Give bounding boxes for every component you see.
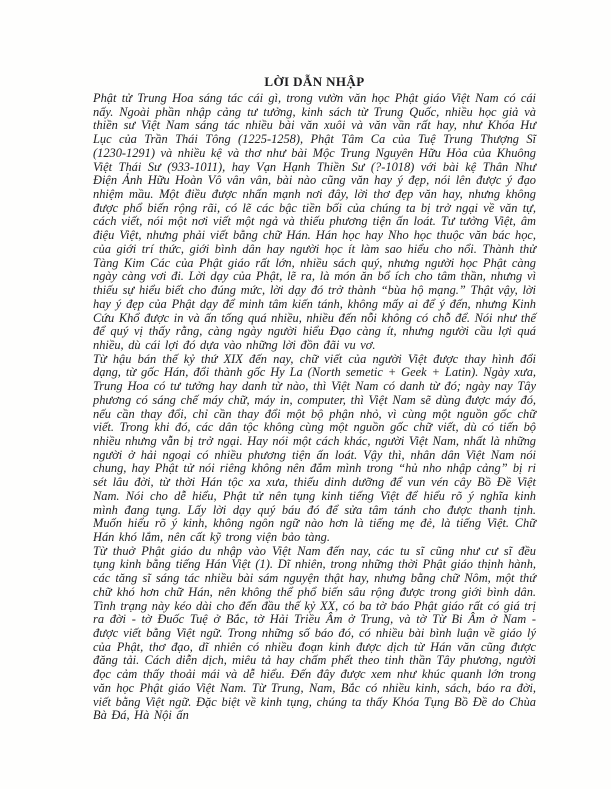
text-column [93, 74, 536, 723]
paragraph-3: Từ thuở Phật giáo du nhập vào Việt Nam đến nay, các tu sĩ cũng như cư sĩ đều tụng kinh bằng tiếng Hán Việt (1). Dĩ nhiên, trong những thời Phật giáo thịnh hành, các tăng sĩ sáng tác nhiều bài sám nguyện thật hay, nhưng bằng chữ Nôm, một thứ chữ khó hơn chữ Hán, nên không thể phổ biến sâu rộng được trong giới bình dân. Tình trạng này kéo dài cho đến đầu thế kỷ XX, có ba tờ báo Phật giáo rất có giá trị ra đời - tờ Đuốc Tuệ ở Bắc, tờ Hải Triều Âm ở Trung, và tờ Từ Bi Âm ở Nam - được viết bằng Việt ngữ. Trong những số báo đó, có nhiều bài bình luận về giáo lý của Phật, thơ đạo, dĩ nhiên có nhiều đoạn kinh được dịch từ Hán văn cũng được đăng tải. Cách diễn dịch, miêu tả hay chấm phết theo tinh thần Tây phương, người đọc cảm thấy thoải mái và dễ hiểu. Đến đây được xem như khúc quanh lớn trong văn học Phật giáo Việt Nam. Từ Trung, Nam, Bắc có nhiều kinh, sách, báo ra đời, viết bằng Việt ngữ. Đặc biệt về kinh tụng, chúng ta thấy Khóa Tụng Bồ Đề do Chùa Bà Đá, Hà Nội ấn [93, 543, 536, 723]
paragraph-2: Từ hậu bán thế kỷ thứ XIX đến nay, chữ viết của người Việt được thay hình đổi dạng, từ gốc Hán, đổi thành gốc Hy La (North semetic + Geek + Latin). Ngày xưa, Trung Hoa có tư tưởng hay danh từ nào, thì Việt Nam có danh từ đó; ngày nay Tây phương có sáng chế máy chữ, máy in, computer, thì Việt Nam sẽ dùng được máy đó, nếu cần thay đổi, chỉ cần thay đổi một bộ phận nhỏ, vì cùng một nguồn gốc chữ viết. Trong khi đó, các dân tộc không cùng một nguồn gốc chữ viết, dù có tiến bộ nhiều nhưng vẫn bị trở ngại. Hay nói một cách khác, người Việt Nam, nhất là những người ở hải ngoại có nhiều phương tiện ấn loát. Vậy thì, nhân dân Việt Nam nói chung, hay Phật tử nói riêng không nên đắm mình trong “hủ nho nhập cảng” bị ri sét lâu đời, từ thời Hán tộc xa xưa, thiếu dinh dưỡng để vun vén cây Bồ Đề Việt Nam. Nói cho dễ hiểu, Phật tử nên tụng kinh tiếng Việt để hiểu rõ ý nghĩa kinh mình đang tụng. Lấy lời dạy quý báu đó để sửa tâm tánh cho được thanh tịnh. Muốn hiểu rõ ý kinh, không ngôn ngữ nào hơn là tiếng mẹ đẻ, là tiếng Việt. Chữ Hán khó lắm, nên cất kỹ trong viện bảo tàng. [93, 351, 536, 544]
page-title: LỜI DẪN NHẬP [264, 74, 365, 89]
paragraph-1: Phật tử Trung Hoa sáng tác cái gì, trong vườn văn học Phật giáo Việt Nam có cái nấy. Ngoài phần nhập cảng tư tưởng, kinh sách từ Trung Quốc, nhiều học giả và thiền sư Việt Nam sáng tác nhiều bài văn xuôi và văn vần rất hay, như Khóa Hư Lục của Trần Thái Tông (1225-1258), Phật Tâm Ca của Tuệ Trung Thượng Sĩ (1230-1291) và nhiều kệ và thơ như bài Mộc Trung Nguyên Hữu Hỏa của Khuông Việt Thái Sư (933-1011), hay Vạn Hạnh Thiền Sư (?-1018) với bài kệ Thân Như Điện Ảnh Hữu Hoàn Vô vân vân, bài nào cũng văn hay ý đẹp, nói lên được ý đạo nhiệm mầu. Một điều được nhấn mạnh nơi đây, lời thơ đẹp văn hay, nhưng không được phổ biến rộng rãi, có lẽ các bậc tiền bối của chúng ta bị trở ngại về văn tự, cách viết, nói một nơi viết một ngả và thiếu phương tiện ấn loát. Tư tưởng Việt, âm điệu Việt, nhưng phải viết bằng chữ Hán. Hán học hay Nho học thuộc văn bác học, của giới trí thức, giới bình dân hay người học ít làm sao hiểu cho nổi. Thành thử Tàng Kim Các của Phật giáo rất lớn, nhiều sách quý, nhưng người học Phật càng ngày càng vơi đi. Lời dạy của Phật, lẽ ra, là món ăn bổ ích cho tâm thần, nhưng vì thiếu sự hiểu biết cho đúng mức, lời dạy đó trở thành “bùa hộ mạng.” Thật vậy, lời hay ý đẹp của Phật dạy để minh tâm kiến tánh, không mấy ai để ý đến, nhưng Kinh Cứu Khổ được in và ấn tống quá nhiều, nhiều đến nỗi không có chỗ để. Nói như thế để quý vị thấy rằng, càng ngày người hiểu Đạo càng ít, nhưng người cầu lợi quá nhiều, dù cái lợi đó dựa vào những lời đồn đãi vu vơ. [93, 91, 536, 352]
